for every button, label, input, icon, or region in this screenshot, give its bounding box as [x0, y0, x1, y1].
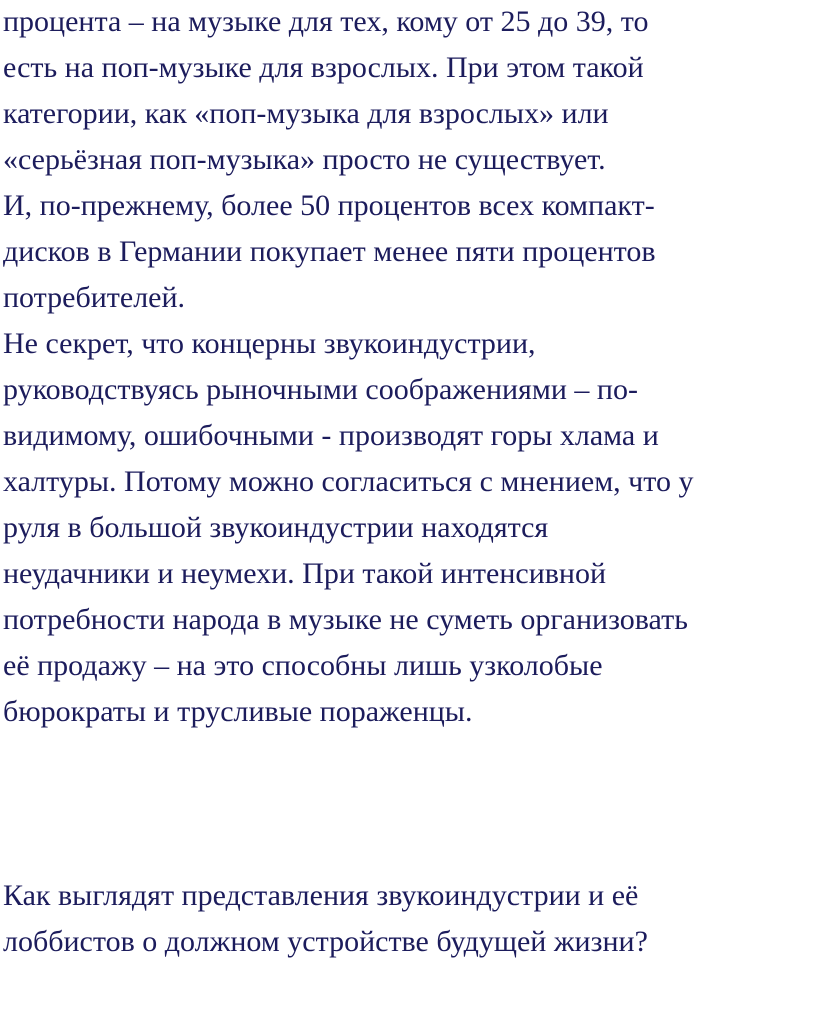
text-line: потребителей.: [3, 281, 186, 314]
text-line: дисков в Германии покупает менее пяти процентов: [3, 235, 656, 268]
text-line: Как выглядят представления звукоиндустрии и её: [3, 879, 639, 912]
text-line: есть на поп-музыке для взрослых. При этом такой: [3, 51, 644, 84]
text-line: бюрократы и трусливые пораженцы.: [3, 695, 473, 728]
text-line: неудачники и неумехи. При такой интенсивной: [3, 557, 607, 590]
text-line: потребности народа в музыке не суметь организовать: [3, 603, 688, 636]
text-line: халтуры. Потому можно согласиться с мнением, что у: [3, 465, 694, 498]
text-line: И, по-прежнему, более 50 процентов всех компакт-: [3, 189, 655, 222]
text-line: Не секрет, что концерны звукоиндустрии,: [3, 327, 536, 360]
text-line: процента – на музыке для тех, кому от 25 до 39, то: [3, 5, 649, 38]
text-line: «серьёзная поп-музыка» просто не существует.: [3, 143, 606, 176]
text-line: руля в большой звукоиндустрии находятся: [3, 511, 549, 544]
text-line: категории, как «поп-музыка для взрослых» или: [3, 97, 609, 130]
text-line: руководствуясь рыночными соображениями – по-: [3, 373, 638, 406]
text-line: её продажу – на это способны лишь узколобые: [3, 649, 603, 682]
text-line: видимому, ошибочными - производят горы хлама и: [3, 419, 659, 452]
text-line: лоббистов о должном устройстве будущей жизни?: [3, 925, 648, 958]
